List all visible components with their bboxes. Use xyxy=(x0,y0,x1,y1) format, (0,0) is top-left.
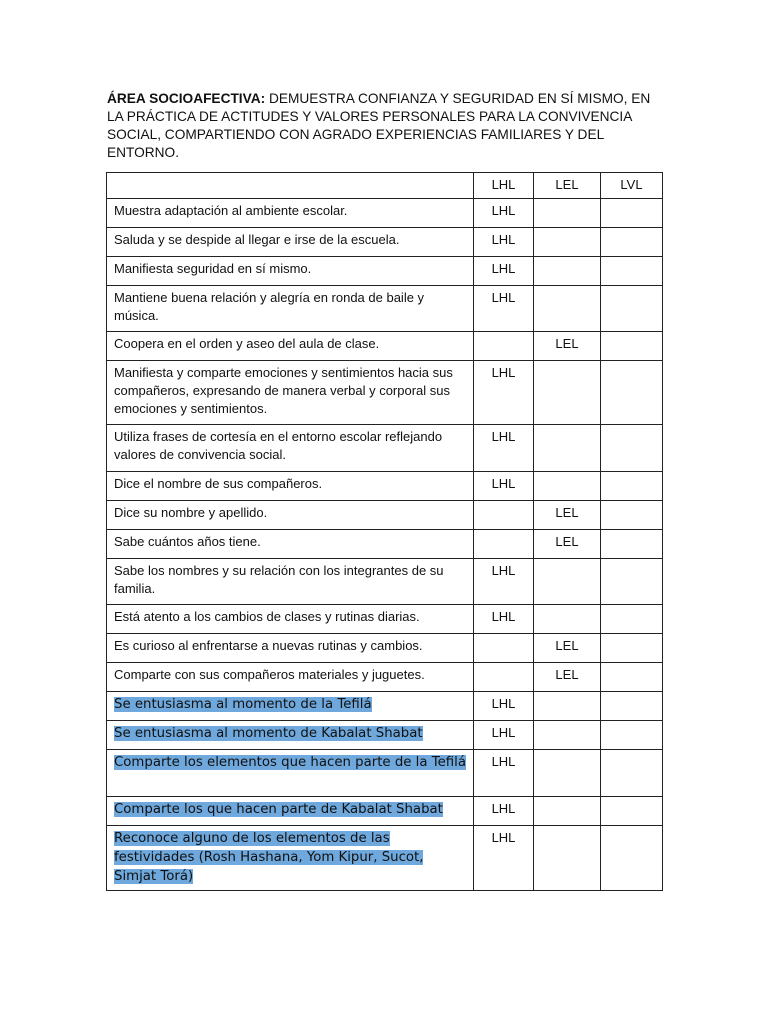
column-header-lvl: LVL xyxy=(601,173,663,199)
mark-cell-lel xyxy=(534,559,601,605)
criterion-text: Utiliza frases de cortesía en el entorno escolar reflejando valores de convivencia social. xyxy=(114,429,443,462)
criterion-text: Es curioso al enfrentarse a nuevas rutinas y cambios. xyxy=(114,638,423,653)
table-row xyxy=(107,425,663,472)
mark-cell-lvl xyxy=(601,199,663,228)
mark-cell-lhl xyxy=(474,663,534,692)
mark-cell-lel xyxy=(534,750,601,797)
mark-cell-lhl: LHL xyxy=(474,286,534,332)
criterion-cell xyxy=(107,286,474,332)
criterion-text: Muestra adaptación al ambiente escolar. xyxy=(114,203,348,218)
mark-cell-lhl xyxy=(474,332,534,361)
table-row xyxy=(107,692,663,721)
mark-cell-lhl: LHL xyxy=(474,721,534,750)
table-row xyxy=(107,361,663,425)
table-row xyxy=(107,472,663,501)
criterion-cell xyxy=(107,530,474,559)
table-row xyxy=(107,559,663,605)
mark-cell-lel: LEL xyxy=(534,530,601,559)
mark-cell-lel xyxy=(534,797,601,826)
criterion-cell xyxy=(107,257,474,286)
mark-cell-lhl xyxy=(474,634,534,663)
mark-cell-lel xyxy=(534,228,601,257)
mark-cell-lvl xyxy=(601,692,663,721)
column-header-lel: LEL xyxy=(534,173,601,199)
criterion-cell xyxy=(107,797,474,826)
mark-cell-lel: LEL xyxy=(534,663,601,692)
table-body xyxy=(107,199,663,891)
mark-cell-lvl xyxy=(601,530,663,559)
mark-cell-lhl: LHL xyxy=(474,826,534,891)
mark-cell-lvl xyxy=(601,257,663,286)
criterion-text: Coopera en el orden y aseo del aula de clase. xyxy=(114,336,380,351)
table-row xyxy=(107,663,663,692)
criterion-text: Se entusiasma al momento de la Tefilá xyxy=(114,697,372,712)
criterion-cell xyxy=(107,692,474,721)
mark-cell-lhl xyxy=(474,530,534,559)
mark-cell-lhl: LHL xyxy=(474,361,534,425)
mark-cell-lel xyxy=(534,605,601,634)
table-row xyxy=(107,530,663,559)
mark-cell-lvl xyxy=(601,605,663,634)
mark-cell-lel xyxy=(534,425,601,472)
criterion-text: Manifiesta seguridad en sí mismo. xyxy=(114,261,312,276)
mark-cell-lhl: LHL xyxy=(474,199,534,228)
table-row xyxy=(107,826,663,891)
table-row xyxy=(107,501,663,530)
mark-cell-lel: LEL xyxy=(534,501,601,530)
criterion-cell xyxy=(107,199,474,228)
criterion-cell xyxy=(107,605,474,634)
table-row xyxy=(107,605,663,634)
column-header-description xyxy=(107,173,474,199)
criterion-text: Dice su nombre y apellido. xyxy=(114,505,268,520)
criterion-text: Saluda y se despide al llegar e irse de la escuela. xyxy=(114,232,400,247)
mark-cell-lhl: LHL xyxy=(474,257,534,286)
mark-cell-lvl xyxy=(601,472,663,501)
table-header-row xyxy=(107,173,663,199)
mark-cell-lvl xyxy=(601,797,663,826)
mark-cell-lvl xyxy=(601,663,663,692)
table-row xyxy=(107,286,663,332)
mark-cell-lhl: LHL xyxy=(474,472,534,501)
criterion-text: Dice el nombre de sus compañeros. xyxy=(114,476,323,491)
criterion-cell xyxy=(107,721,474,750)
mark-cell-lvl xyxy=(601,425,663,472)
criterion-text: Se entusiasma al momento de Kabalat Shabat xyxy=(114,726,423,741)
mark-cell-lel xyxy=(534,721,601,750)
mark-cell-lhl: LHL xyxy=(474,692,534,721)
mark-cell-lhl: LHL xyxy=(474,797,534,826)
mark-cell-lvl xyxy=(601,501,663,530)
mark-cell-lel: LEL xyxy=(534,634,601,663)
criterion-cell xyxy=(107,559,474,605)
table-row xyxy=(107,750,663,797)
mark-cell-lvl xyxy=(601,286,663,332)
mark-cell-lel xyxy=(534,472,601,501)
mark-cell-lvl xyxy=(601,332,663,361)
mark-cell-lvl xyxy=(601,750,663,797)
table-row xyxy=(107,257,663,286)
mark-cell-lhl: LHL xyxy=(474,605,534,634)
criterion-cell xyxy=(107,501,474,530)
criterion-text: Está atento a los cambios de clases y rutinas diarias. xyxy=(114,609,420,624)
criterion-text: Reconoce alguno de los elementos de las festividades (Rosh Hashana, Yom Kipur, Sucot, Simjat Torá) xyxy=(114,831,424,884)
mark-cell-lvl xyxy=(601,228,663,257)
criterion-text: Sabe los nombres y su relación con los integrantes de su familia. xyxy=(114,563,444,596)
criterion-text: Comparte con sus compañeros materiales y juguetes. xyxy=(114,667,425,682)
table-row xyxy=(107,199,663,228)
criterion-text: Comparte los que hacen parte de Kabalat Shabat xyxy=(114,802,443,817)
mark-cell-lhl xyxy=(474,501,534,530)
mark-cell-lel: LEL xyxy=(534,332,601,361)
evaluation-table xyxy=(106,172,663,891)
criterion-text: Mantiene buena relación y alegría en ronda de baile y música. xyxy=(114,290,425,323)
mark-cell-lvl xyxy=(601,826,663,891)
mark-cell-lhl: LHL xyxy=(474,750,534,797)
mark-cell-lhl: LHL xyxy=(474,228,534,257)
mark-cell-lel xyxy=(534,257,601,286)
criterion-text: Comparte los elementos que hacen parte de la Tefilá xyxy=(114,755,467,770)
table-row xyxy=(107,228,663,257)
mark-cell-lvl xyxy=(601,721,663,750)
criterion-text: Manifiesta y comparte emociones y sentimientos hacia sus compañeros, expresando de manera verbal y corporal sus emociones y sentimientos. xyxy=(114,365,453,416)
column-header-lhl: LHL xyxy=(474,173,534,199)
area-label: ÁREA SOCIOAFECTIVA: xyxy=(107,91,266,106)
mark-cell-lel xyxy=(534,826,601,891)
criterion-cell xyxy=(107,472,474,501)
criterion-cell xyxy=(107,425,474,472)
criterion-cell xyxy=(107,663,474,692)
mark-cell-lel xyxy=(534,286,601,332)
mark-cell-lel xyxy=(534,361,601,425)
criterion-cell xyxy=(107,361,474,425)
table-row xyxy=(107,721,663,750)
mark-cell-lhl: LHL xyxy=(474,425,534,472)
mark-cell-lvl xyxy=(601,634,663,663)
area-description: DEMUESTRA CONFIANZA Y SEGURIDAD EN SÍ MISMO, EN LA PRÁCTICA DE ACTITUDES Y VALORES PERSONALES PARA LA CONVIVENCIA SOCIAL, COMPARTIENDO CON AGRADO EXPERIENCIAS FAMILIARES Y DEL ENTORNO. xyxy=(107,91,651,160)
criterion-cell xyxy=(107,228,474,257)
area-heading xyxy=(107,90,663,162)
mark-cell-lhl: LHL xyxy=(474,559,534,605)
mark-cell-lel xyxy=(534,199,601,228)
mark-cell-lvl xyxy=(601,361,663,425)
mark-cell-lvl xyxy=(601,559,663,605)
criterion-cell xyxy=(107,332,474,361)
criterion-cell xyxy=(107,750,474,797)
criterion-text: Sabe cuántos años tiene. xyxy=(114,534,261,549)
mark-cell-lel xyxy=(534,692,601,721)
table-row xyxy=(107,634,663,663)
criterion-cell xyxy=(107,826,474,891)
table-row xyxy=(107,332,663,361)
criterion-cell xyxy=(107,634,474,663)
table-row xyxy=(107,797,663,826)
